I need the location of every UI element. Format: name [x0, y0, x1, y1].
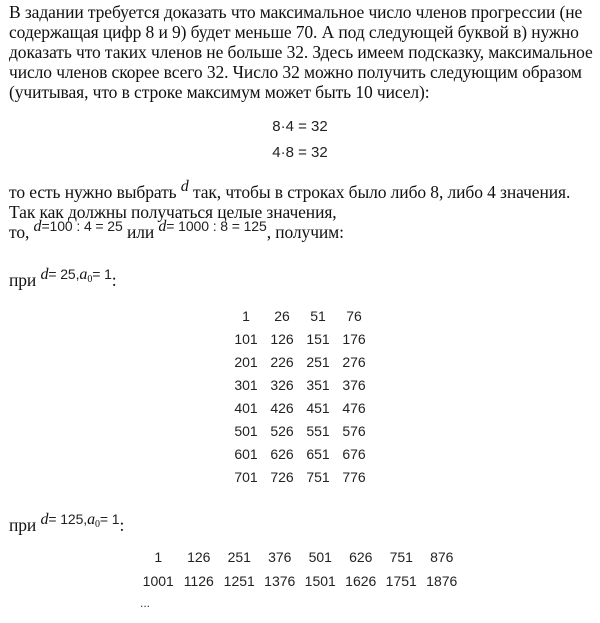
table-cell: 726	[270, 468, 294, 485]
table-row	[228, 442, 372, 465]
table-cell: 476	[342, 399, 366, 416]
table-row	[138, 569, 462, 593]
table-cell: 376	[342, 376, 366, 393]
table-cell: 426	[270, 399, 294, 416]
table-cell: 176	[342, 330, 366, 347]
table-cell: 601	[234, 445, 258, 462]
table-row	[228, 396, 372, 419]
table-cell: 101	[234, 330, 258, 347]
text: при	[9, 270, 37, 290]
math-variable: a	[79, 266, 88, 283]
table-cell: 676	[342, 445, 366, 462]
intro-line: В задании требуется доказать что максимальное число членов прогрессии (не	[9, 2, 583, 22]
table-cell: 1751	[385, 573, 417, 589]
table-cell: 876	[430, 549, 454, 565]
text: :	[111, 270, 117, 290]
explanation-line-3	[9, 218, 599, 244]
formula: = 1000 : 8 = 125	[166, 218, 267, 234]
text: или	[126, 222, 155, 242]
table-cell: 201	[234, 353, 258, 370]
case1-table	[228, 304, 372, 488]
table-cell: 451	[306, 399, 330, 416]
table-cell: 1501	[304, 573, 336, 589]
table-cell: 226	[270, 353, 294, 370]
formula: = 25,	[48, 266, 80, 282]
table-row	[228, 304, 372, 327]
table-row	[138, 545, 462, 569]
table-cell: 26	[274, 307, 290, 324]
table-cell: 401	[234, 399, 258, 416]
table-row	[228, 419, 372, 442]
equation: 4·8 = 32	[272, 144, 328, 161]
table-cell: 626	[270, 445, 294, 462]
math-variable: d	[40, 511, 49, 528]
table-cell: 776	[342, 468, 366, 485]
table-cell: 501	[308, 549, 332, 565]
table-cell: 301	[234, 376, 258, 393]
table-cell: 1	[242, 307, 250, 324]
text: при	[9, 515, 37, 535]
table-cell: 326	[270, 376, 294, 393]
table-cell: 751	[306, 468, 330, 485]
subscript: 0	[95, 519, 100, 530]
table-cell: 151	[306, 330, 330, 347]
table-cell: 51	[310, 307, 326, 324]
text: то,	[9, 222, 30, 242]
explanation-line-1	[9, 178, 599, 204]
table-row	[228, 327, 372, 350]
intro-line: содержащая цифр 8 и 9) будет меньше 70. А под следующей буквой в) нужно	[9, 22, 579, 42]
text: то есть нужно выбрать	[9, 182, 177, 202]
text: :	[119, 515, 125, 535]
table-cell: 751	[389, 549, 413, 565]
table-cell: 76	[346, 307, 362, 324]
case1-header	[9, 266, 599, 294]
table-cell: 1001	[142, 573, 174, 589]
table-cell: 276	[342, 353, 366, 370]
table-cell: 576	[342, 422, 366, 439]
table-row	[228, 350, 372, 373]
math-variable: a	[87, 511, 95, 528]
table-cell: 501	[234, 422, 258, 439]
table-cell: 126	[187, 549, 211, 565]
intro-line: число членов скорее всего 32. Число 32 можно получить следующим образом	[9, 62, 582, 82]
case2-table	[138, 545, 462, 593]
intro-line: доказать что таких членов не больше 32. Здесь имеем подсказку, максимальное	[9, 42, 593, 62]
table-cell: 651	[306, 445, 330, 462]
subscript: 0	[87, 274, 93, 285]
equation: 8·4 = 32	[272, 118, 328, 135]
table-row	[228, 373, 372, 396]
math-variable: d	[158, 218, 167, 235]
formula: = 1	[92, 266, 112, 282]
table-cell: 126	[270, 330, 294, 347]
intro-line: (учитывая, что в строке максимум может быть 10 чисел):	[9, 82, 430, 102]
table-cell: 251	[227, 549, 251, 565]
text: так, чтобы в строках было либо 8, либо 4 значения.	[192, 182, 571, 202]
math-variable: d	[33, 218, 42, 235]
table-cell: 551	[306, 422, 330, 439]
formula: = 1	[99, 511, 120, 527]
case2-header	[9, 511, 599, 539]
table-cell: 1626	[345, 573, 377, 589]
math-variable: d	[180, 178, 189, 195]
table-cell: 1126	[183, 573, 214, 589]
ellipsis: ...	[140, 596, 151, 610]
table-cell: 1376	[264, 573, 296, 589]
table-cell: 626	[349, 549, 373, 565]
table-cell: 701	[234, 468, 258, 485]
table-cell: 376	[268, 549, 292, 565]
table-cell: 351	[306, 376, 330, 393]
table-row	[228, 465, 372, 488]
table-cell: 251	[306, 353, 330, 370]
explanation-line-2: Так как должны получаться целые значения,	[9, 202, 337, 222]
table-cell: 526	[270, 422, 294, 439]
table-cell: 1876	[426, 573, 458, 589]
table-cell: 1	[154, 549, 163, 565]
math-variable: d	[40, 266, 49, 283]
formula: =100 : 4 = 25	[41, 218, 123, 234]
text: , получим:	[266, 222, 344, 242]
formula: = 125,	[48, 511, 88, 527]
table-cell: 1251	[223, 573, 255, 589]
